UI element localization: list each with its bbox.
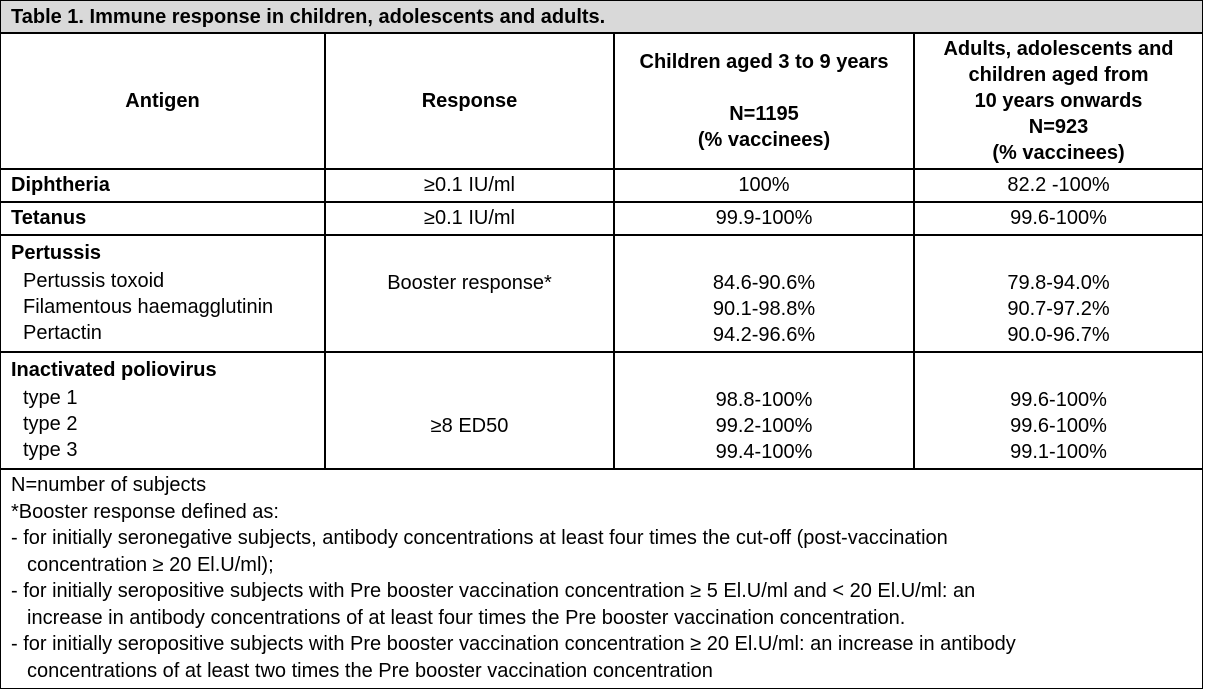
children-value: 99.4-100% <box>715 441 813 463</box>
table-row-tetanus <box>1 202 1202 235</box>
header-adults-line: children aged from <box>968 64 1149 86</box>
header-children-line: (% vaccinees) <box>697 129 831 151</box>
adults-value: 99.1-100% <box>1010 441 1107 463</box>
footnote-line: - for initially seronegative subjects, antibody concentrations at least four times the cut-off (post-vaccination <box>11 527 948 549</box>
adults-value: 99.6-100% <box>1010 389 1107 411</box>
antigen-group-label: Pertussis <box>11 242 102 264</box>
children-cell <box>614 352 914 469</box>
antigen-subitem: type 1 <box>23 387 78 409</box>
header-adults-line: 10 years onwards <box>974 90 1143 112</box>
header-row <box>1 34 1202 169</box>
header-adults-line: N=923 <box>1028 116 1089 138</box>
children-cell <box>614 235 914 352</box>
children-value: 98.8-100% <box>715 389 813 411</box>
header-adults <box>914 34 1202 169</box>
table-row-pertussis <box>1 235 1202 352</box>
header-adults-line: Adults, adolescents and <box>943 38 1174 60</box>
antigen-subitem: Pertussis toxoid <box>23 270 165 292</box>
header-response: Response <box>325 34 614 169</box>
footnote-line: - for initially seropositive subjects with Pre booster vaccination concentration ≥ 5 El.U/ml and < 20 El.U/ml: an <box>11 580 976 602</box>
response-value: Booster response* <box>387 272 552 294</box>
adults-cell <box>914 235 1202 352</box>
antigen-subitem: Filamentous haemagglutinin <box>23 296 274 318</box>
adults-value: 90.7-97.2% <box>1007 298 1110 320</box>
footnote-line: N=number of subjects <box>11 474 207 496</box>
antigen-cell <box>1 235 325 352</box>
antigen-cell: Diphtheria <box>1 169 325 202</box>
response-cell: ≥0.1 IU/ml <box>325 202 614 235</box>
footnote-line: - for initially seropositive subjects with Pre booster vaccination concentration ≥ 20 El.U/ml: an increase in antibody <box>11 633 1016 655</box>
table-footnotes <box>1 470 1202 688</box>
table-row-polio <box>1 352 1202 469</box>
children-value: 94.2-96.6% <box>712 324 816 346</box>
response-cell: ≥0.1 IU/ml <box>325 169 614 202</box>
header-antigen: Antigen <box>1 34 325 169</box>
children-value: 99.2-100% <box>715 415 813 437</box>
adults-cell: 99.6-100% <box>914 202 1202 235</box>
adults-value: 99.6-100% <box>1010 415 1107 437</box>
header-children-line: N=1195 <box>729 103 799 125</box>
footnote-line: concentration ≥ 20 El.U/ml); <box>27 553 274 576</box>
header-children-line: Children aged 3 to 9 years <box>639 51 889 73</box>
adults-value: 90.0-96.7% <box>1007 324 1110 346</box>
header-adults-line: (% vaccinees) <box>992 142 1125 164</box>
antigen-group-label: Inactivated poliovirus <box>11 359 217 381</box>
footnote-line: *Booster response defined as: <box>11 500 279 523</box>
table-title: Table 1. Immune response in children, adolescents and adults. <box>1 1 1202 34</box>
antigen-subitem: Pertactin <box>23 322 102 344</box>
footnote-line: concentrations of at least two times the Pre booster vaccination concentration <box>27 659 713 682</box>
response-cell <box>325 352 614 469</box>
adults-cell: 82.2 -100% <box>914 169 1202 202</box>
adults-value: 79.8-94.0% <box>1007 272 1110 294</box>
footnote-line: increase in antibody concentrations of at least four times the Pre booster vaccination concentration. <box>27 606 906 629</box>
children-value: 90.1-98.8% <box>712 298 816 320</box>
antigen-cell <box>1 352 325 469</box>
antigen-cell: Tetanus <box>1 202 325 235</box>
children-value: 84.6-90.6% <box>712 272 816 294</box>
antigen-subitem: type 2 <box>23 413 78 435</box>
table-row-diphtheria <box>1 169 1202 202</box>
children-cell: 99.9-100% <box>614 202 914 235</box>
header-children <box>614 34 914 169</box>
immune-response-table <box>1 34 1202 470</box>
antigen-subitem: type 3 <box>23 439 78 461</box>
children-cell: 100% <box>614 169 914 202</box>
response-cell <box>325 235 614 352</box>
adults-cell <box>914 352 1202 469</box>
response-value: ≥8 ED50 <box>430 415 509 437</box>
header-children-line <box>615 75 913 101</box>
